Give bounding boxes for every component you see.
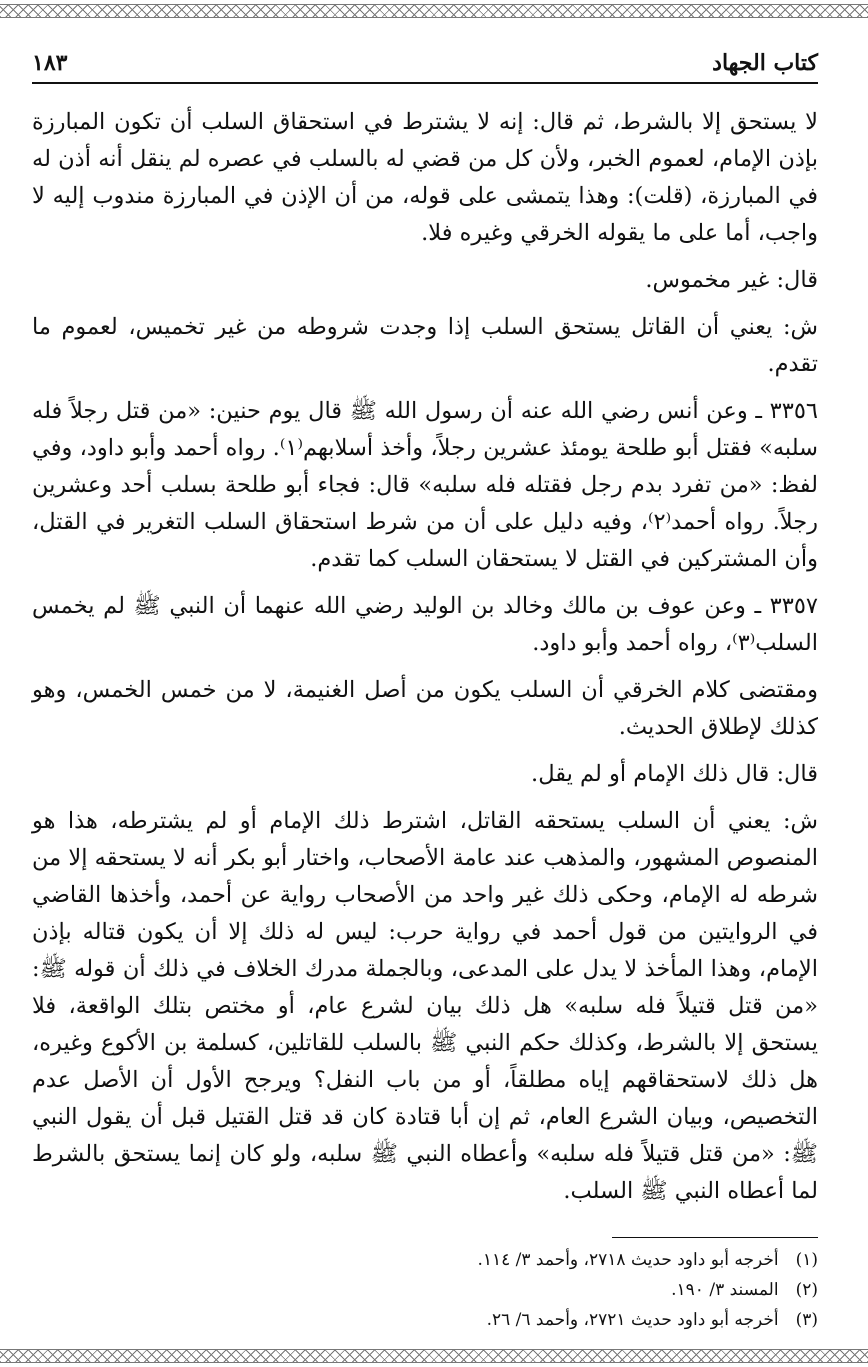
page-number: ١٨٣ xyxy=(32,50,68,76)
paragraph: قال: قال ذلك الإمام أو لم يقل. xyxy=(531,761,818,787)
paragraph: ٣٣٥٧ ـ وعن عوف بن مالك وخالد بن الوليد رضي الله عنهما أن النبي ﷺ لم يخمس السلب⁽٣⁾، رواه أحمد وأبو داود. xyxy=(32,593,818,656)
footnote-number: (٢) xyxy=(795,1280,818,1300)
footnote-text: أخرجه أبو داود حديث ٢٧٢١، وأحمد ٦/ ٢٦. xyxy=(486,1310,779,1330)
footnote-text: أخرجه أبو داود حديث ٢٧١٨، وأحمد ٣/ ١١٤. xyxy=(477,1250,779,1270)
paragraph: ومقتضى كلام الخرقي أن السلب يكون من أصل الغنيمة، لا من خمس الخمس، وهو كذلك لإطلاق الحديث. xyxy=(32,677,818,740)
paragraph: ٣٣٥٦ ـ وعن أنس رضي الله عنه أن رسول الله ﷺ قال يوم حنين: «من قتل رجلاً فله سلبه» فقتل أبو طلحة يومئذ عشرين رجلاً، وأخذ أسلابهم⁽١⁾. رواه أحمد وأبو داود، وفي لفظ: «من تفرد بدم رجل فقتله فله سلبه» قال: فجاء أبو طلحة بسلب أحد وعشرين رجلاً. رواه أحمد⁽٢⁾، وفيه دليل على أن من شرط استحقاق السلب التغرير في القتل، وأن المشتركين في القتل لا يستحقان السلب كما تقدم. xyxy=(32,398,819,572)
paragraph: قال: غير مخموس. xyxy=(645,267,818,293)
footnote xyxy=(32,1305,818,1335)
book-title: كتاب الجهاد xyxy=(712,50,818,76)
main-text xyxy=(32,104,818,1220)
footnote-text: المسند ٣/ ١٩٠. xyxy=(671,1280,779,1300)
top-ornament-border xyxy=(0,4,868,18)
footnote-separator xyxy=(612,1237,818,1238)
paragraph: ش: يعني أن القاتل يستحق السلب إذا وجدت شروطه من غير تخميس، لعموم ما تقدم. xyxy=(32,314,818,377)
page-header xyxy=(32,44,818,84)
paragraph: ش: يعني أن السلب يستحقه القاتل، اشترط ذلك الإمام أو لم يشترطه، هذا هو المنصوص المشهور، والمذهب عند عامة الأصحاب، واختار أبو بكر أنه لا يستحقه إلا من شرطه له الإمام، وحكى ذلك غير واحد من الأصحاب رواية عن أحمد، وأخذها القاضي في الروايتين من قول أحمد في رواية حرب: ليس له ذلك إلا أن يكون قتاله بإذن الإمام، وهذا المأخذ لا يدل على المدعى، وبالجملة مدرك الخلاف في ذلك أن قوله ﷺ: «من قتل قتيلاً فله سلبه» هل ذلك بيان لشرع عام، أو مختص بتلك الواقعة، فلا يستحق إلا بالشرط، وكذلك حكم النبي ﷺ بالسلب للقاتلين، كسلمة بن الأكوع وغيره، هل ذلك لاستحقاقهم إياه مطلقاً، أو من باب النفل؟ ويرجح الأول أن الأصل عدم التخصيص، وبيان الشرع العام، ثم إن أبا قتادة كان قد قتل القتيل قبل أن يقول النبي ﷺ: «من قتل قتيلاً فله سلبه» وأعطاه النبي ﷺ سلبه، ولو كان إنما يستحق بالشرط لما أعطاه النبي ﷺ السلب. xyxy=(32,808,819,1204)
footnote xyxy=(32,1245,818,1275)
footnotes xyxy=(32,1245,818,1335)
footnote-number: (١) xyxy=(795,1250,818,1270)
footnote-number: (٣) xyxy=(795,1310,818,1330)
bottom-ornament-border xyxy=(0,1349,868,1363)
paragraph: لا يستحق إلا بالشرط، ثم قال: إنه لا يشترط في استحقاق السلب أن تكون المبارزة بإذن الإمام، لعموم الخبر، ولأن كل من قضي له بالسلب في عصره لم ينقل أنه أذن له في المبارزة، (قلت): وهذا يتمشى على قوله، من أن الإذن في المبارزة مندوب إليه لا واجب، أما على ما يقوله الخرقي وغيره فلا. xyxy=(32,109,818,246)
footnote xyxy=(32,1275,818,1305)
